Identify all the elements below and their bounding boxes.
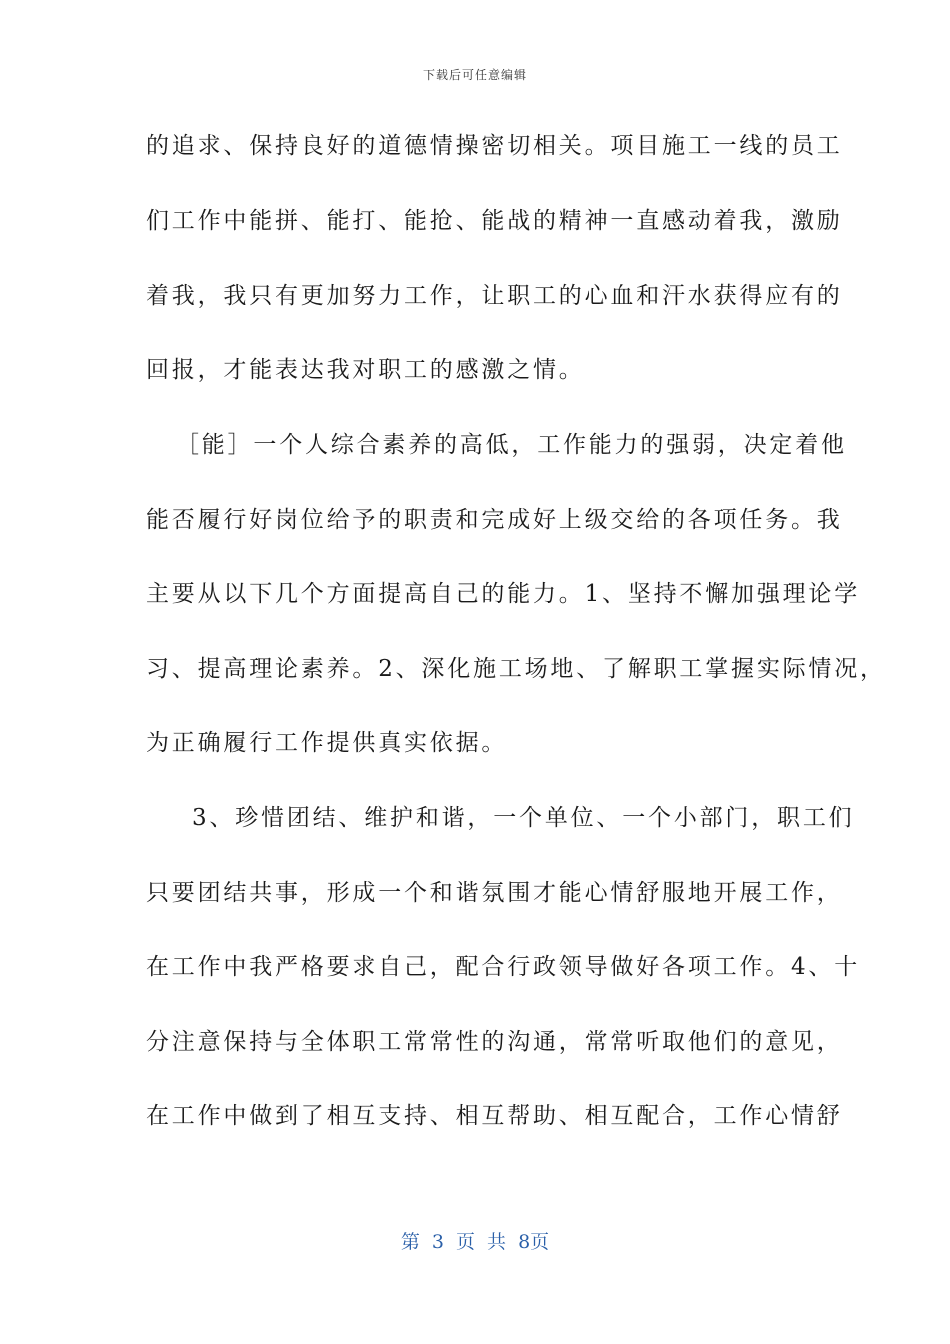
text-line: 回报，才能表达我对职工的感激之情。 bbox=[146, 357, 585, 383]
text-line: 们工作中能拼、能打、能抢、能战的精神一直感动着我，激励 bbox=[146, 208, 843, 234]
text-line: 分注意保持与全体职工常常性的沟通，常常听取他们的意见， bbox=[146, 1029, 843, 1055]
text-line: ［能］一个人综合素养的高低，工作能力的强弱，决定着他 bbox=[176, 432, 847, 458]
text-line: 能否履行好岗位给予的职责和完成好上级交给的各项任务。我 bbox=[146, 507, 843, 533]
text-line: 在工作中我严格要求自己，配合行政领导做好各项工作。4、十 bbox=[146, 954, 861, 980]
text-line: 为正确履行工作提供真实依据。 bbox=[146, 730, 508, 756]
page-header: 下载后可任意编辑 bbox=[422, 68, 527, 82]
text-line: 3、珍惜团结、维护和谐，一个单位、一个小部门，职工们 bbox=[192, 805, 855, 831]
text-line: 着我，我只有更加努力工作，让职工的心血和汗水获得应有的 bbox=[146, 283, 843, 309]
text-line: 的追求、保持良好的道德情操密切相关。项目施工一线的员工 bbox=[146, 133, 843, 159]
text-line: 只要团结共事，形成一个和谐氛围才能心情舒服地开展工作， bbox=[146, 880, 843, 906]
text-line: 习、提高理论素养。2、深化施工场地、了解职工掌握实际情况， bbox=[146, 656, 886, 682]
page-footer: 第 3 页 共 8页 bbox=[400, 1231, 550, 1253]
text-line: 在工作中做到了相互支持、相互帮助、相互配合，工作心情舒 bbox=[146, 1103, 843, 1129]
text-line: 主要从以下几个方面提高自己的能力。1、坚持不懈加强理论学 bbox=[146, 581, 861, 607]
